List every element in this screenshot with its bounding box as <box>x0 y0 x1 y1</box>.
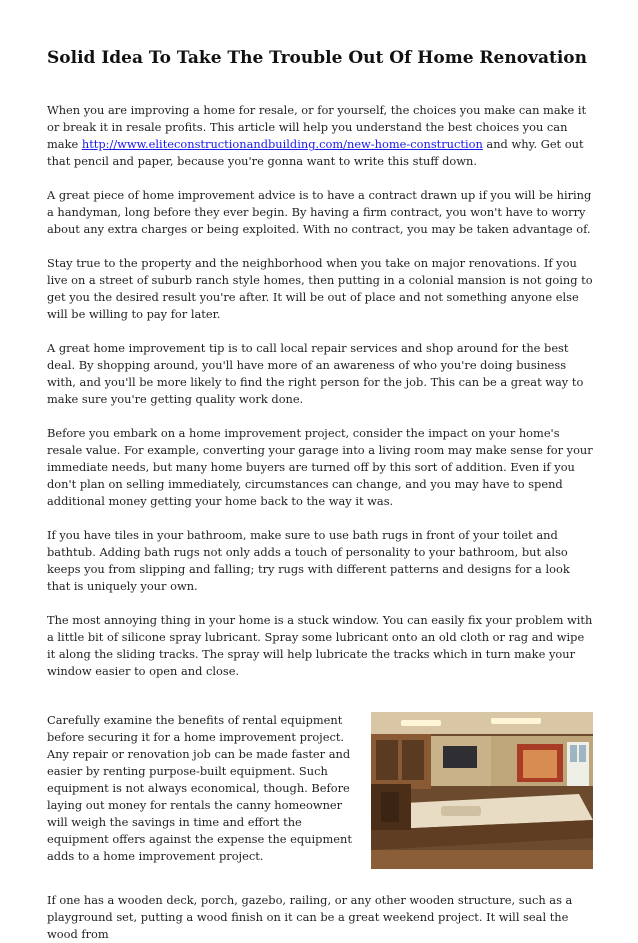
paragraph-stuck-window: The most annoying thing in your home is a stuck window. You can easily fix your problem with a little bit of silicone spray lubricant. Spray some lubricant onto an old cloth or rag and wipe it along the sliding tracks. The spray will help lubricate the tracks which in turn make your window easier to open and close. <box>47 613 593 679</box>
paragraph-neighborhood: Stay true to the property and the neighborhood when you take on major renovations. If you live on a street of suburb ranch style homes, then putting in a colonial mansion is not going to get you the desired result you're after. It will be out of place and not something anyone else will be willing to pay for later. <box>47 256 593 322</box>
paragraph-repair-services: A great home improvement tip is to call local repair services and shop around for the best deal. By shopping around, you'll have more of an awareness of who you're doing business with, and you'll be more likely to find the right person for the job. This can be a great way to make sure you're getting quality work done. <box>47 341 584 407</box>
paragraph-wooden-deck: If one has a wooden deck, porch, gazebo, railing, or any other wooden structure, such as a playground set, putting a wood finish on it can be a great weekend project. It will seal the wood from <box>47 893 573 942</box>
paragraph-intro <box>47 102 593 170</box>
intro-text-before: When you are improving a home for resale, or for yourself, the choices you make can make it or break it in resale profits. This article will help you understand the best choices you can make <box>47 103 587 152</box>
paragraph-bath-rugs: If you have tiles in your bathroom, make sure to use bath rugs in front of your toilet and bathtub. Adding bath rugs not only adds a touch of personality to your bathroom, but also keeps you from slipping and falling; try rugs with different patterns and designs for a look that is uniquely your own. <box>47 528 570 594</box>
page-title: Solid Idea To Take The Trouble Out Of Home Renovation <box>47 48 587 68</box>
paragraph-rental-equipment: Carefully examine the benefits of rental equipment before securing it for a home improvement project. Any repair or renovation job can be made faster and easier by renting purpose-built equipment. Such equipment is not always economical, though. Before laying out money for rentals the canny homeowner will weigh the savings in time and effort the equipment offers against the expense the equipment adds to a home improvement project. <box>47 713 352 864</box>
paragraph-resale-value: Before you embark on a home improvement project, consider the impact on your home's resale value. For example, converting your garage into a living room may make sense for your immediate needs, but many home buyers are turned off by this sort of addition. Even if you don't plan on selling immediately, circumstances can change, and you may have to spend additional money getting your home back to the way it was. <box>47 426 593 509</box>
document-page <box>47 48 593 943</box>
intro-text-after: and why. Get out that pencil and paper, because you're gonna want to write this stuff down. <box>47 137 584 169</box>
kitchen-photo <box>371 712 593 869</box>
construction-link[interactable]: http://www.eliteconstructionandbuilding.com/new-home-construction <box>81 137 483 152</box>
paragraph-contract: A great piece of home improvement advice is to have a contract drawn up if you will be hiring a handyman, long before they ever begin. By having a firm contract, you won't have to worry about any extra charges or being exploited. With no contract, you may be taken advantage of. <box>47 188 592 237</box>
